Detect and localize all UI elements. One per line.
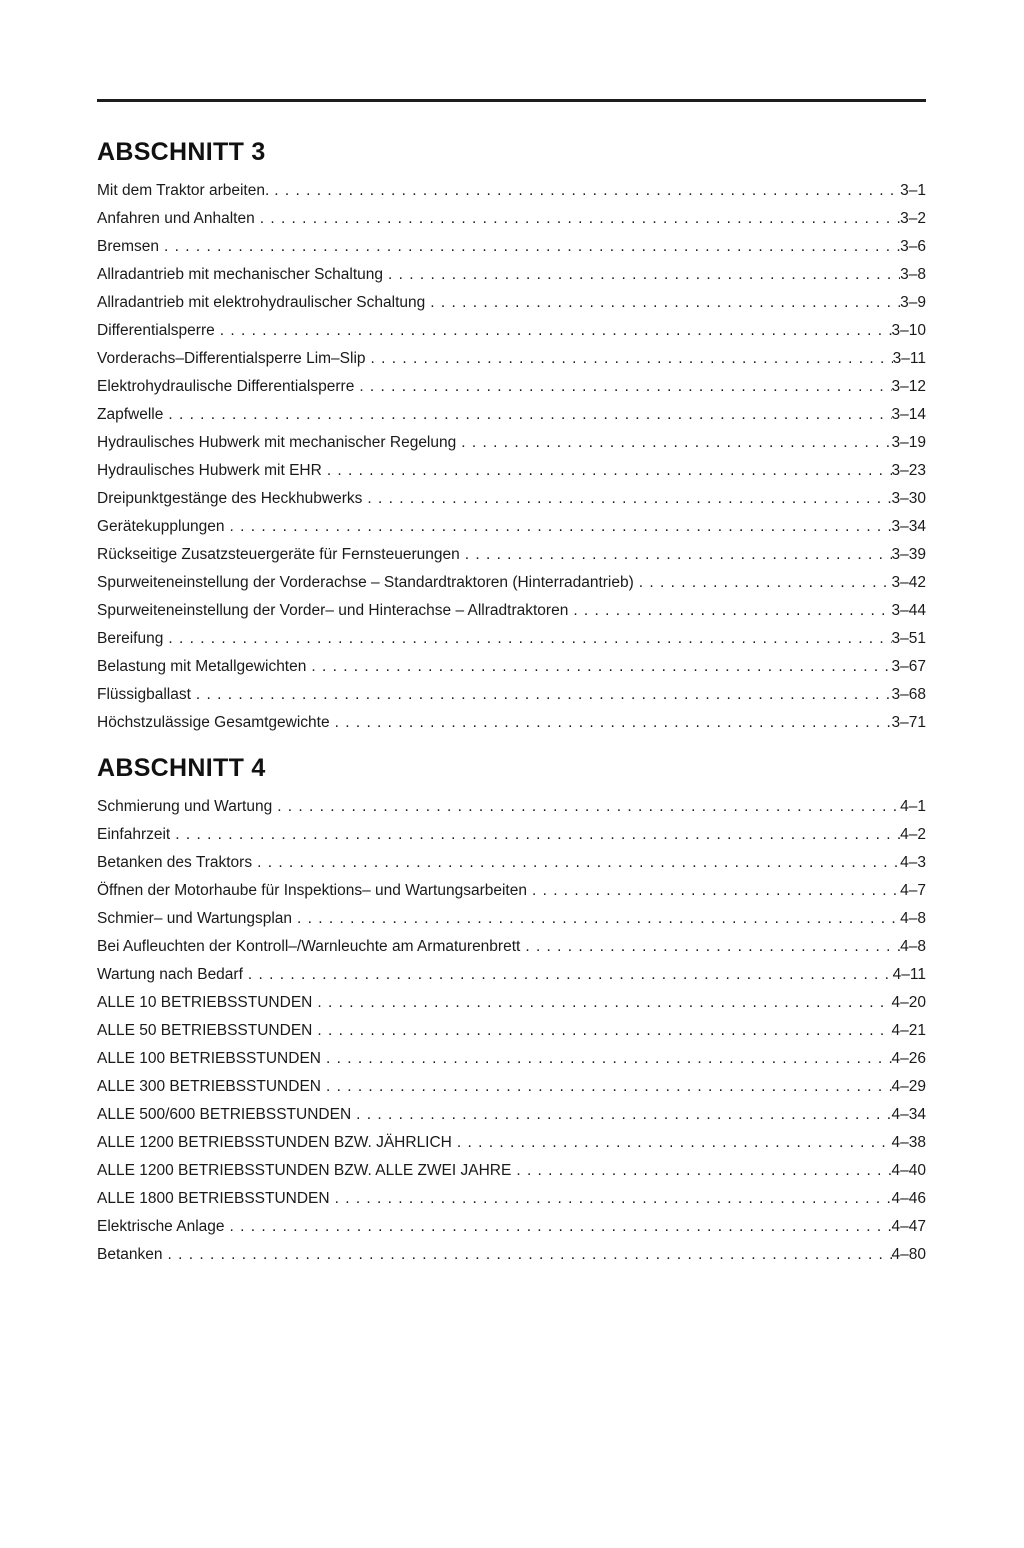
dot-leader	[312, 989, 891, 1017]
dot-leader	[330, 709, 892, 737]
toc-entry-page-number: 3–44	[891, 602, 926, 619]
dot-leader	[568, 597, 891, 625]
toc-entry-row	[97, 261, 926, 289]
toc-entry-page-number: 4–80	[891, 1246, 926, 1263]
toc-sections	[97, 137, 926, 1269]
toc-entry-page-number: 4–11	[892, 966, 926, 983]
dot-leader	[163, 1241, 892, 1269]
toc-entry-row	[97, 681, 926, 709]
section-entries	[97, 793, 926, 1269]
toc-entry-row	[97, 289, 926, 317]
toc-entry-page-number: 3–1	[900, 182, 926, 199]
toc-entry-row	[97, 989, 926, 1017]
toc-entry-row	[97, 317, 926, 345]
toc-entry-title: Bereifung	[97, 630, 164, 647]
dot-leader	[354, 373, 891, 401]
toc-entry-title: Spurweiteneinstellung der Vorderachse – Standardtraktoren (Hinterradantrieb)	[97, 574, 634, 591]
dot-leader	[456, 429, 891, 457]
toc-entry-page-number: 4–3	[900, 854, 926, 871]
toc-entry-title: Betanken des Traktors	[97, 854, 253, 871]
toc-entry-row	[97, 877, 926, 905]
toc-entry-title: Flüssigballast	[97, 686, 191, 703]
toc-entry-title: ALLE 300 BETRIEBSSTUNDEN	[97, 1078, 321, 1095]
toc-entry-title: Allradantrieb mit mechanischer Schaltung	[97, 266, 384, 283]
toc-entry-page-number: 3–42	[891, 574, 926, 591]
toc-entry-row	[97, 1017, 926, 1045]
toc-entry-title: ALLE 1800 BETRIEBSSTUNDEN	[97, 1190, 330, 1207]
dot-leader	[255, 205, 900, 233]
toc-entry-title: Anfahren und Anhalten	[97, 210, 255, 227]
toc-entry-page-number: 4–20	[891, 994, 926, 1011]
toc-entry-title: ALLE 500/600 BETRIEBSSTUNDEN	[97, 1106, 352, 1123]
toc-entry-title: Elektrische Anlage	[97, 1218, 225, 1235]
dot-leader	[321, 1073, 892, 1101]
toc-entry-title: Schmier– und Wartungsplan	[97, 910, 292, 927]
toc-entry-page-number: 4–34	[891, 1106, 926, 1123]
toc-entry-row	[97, 457, 926, 485]
toc-entry-title: Spurweiteneinstellung der Vorder– und Hinterachse – Allradtraktoren	[97, 602, 569, 619]
toc-entry-title: Öffnen der Motorhaube für Inspektions– und Wartungsarbeiten	[97, 882, 527, 899]
toc-entry-row	[97, 653, 926, 681]
toc-entry-page-number: 3–23	[891, 462, 926, 479]
toc-entry-title: Gerätekupplungen	[97, 518, 225, 535]
toc-entry-page-number: 4–40	[891, 1162, 926, 1179]
toc-entry-page-number: 3–8	[900, 266, 926, 283]
dot-leader	[163, 625, 891, 653]
toc-entry-page-number: 3–67	[891, 658, 926, 675]
toc-entry-title: Bremsen	[97, 238, 160, 255]
toc-entry-page-number: 4–8	[900, 938, 926, 955]
toc-entry-row	[97, 1241, 926, 1269]
toc-entry-row	[97, 373, 926, 401]
toc-entry-row	[97, 345, 926, 373]
toc-entry-row	[97, 429, 926, 457]
dot-leader	[215, 317, 892, 345]
section-heading: ABSCHNITT 4	[97, 754, 266, 782]
toc-entry-page-number: 3–10	[891, 322, 926, 339]
toc-entry-row	[97, 821, 926, 849]
toc-entry-row	[97, 793, 926, 821]
toc-entry-row	[97, 205, 926, 233]
dot-leader	[306, 653, 891, 681]
toc-entry-page-number: 3–11	[892, 350, 926, 367]
toc-entry-row	[97, 177, 926, 205]
dot-leader	[511, 1157, 891, 1185]
toc-entry-page-number: 3–12	[891, 378, 926, 395]
toc-entry-row	[97, 1185, 926, 1213]
dot-leader	[225, 1213, 892, 1241]
toc-entry-page-number: 4–47	[891, 1218, 926, 1235]
section-entries	[97, 177, 926, 737]
toc-entry-page-number: 4–7	[900, 882, 926, 899]
dot-leader	[225, 513, 892, 541]
toc-entry-page-number: 3–71	[891, 714, 926, 731]
dot-leader	[351, 1101, 891, 1129]
dot-leader	[170, 821, 900, 849]
toc-entry-row	[97, 933, 926, 961]
dot-leader	[159, 233, 900, 261]
dot-leader	[269, 177, 900, 205]
toc-section	[97, 753, 926, 1269]
toc-entry-row	[97, 485, 926, 513]
toc-entry-title: Schmierung und Wartung	[97, 798, 273, 815]
dot-leader	[634, 569, 892, 597]
toc-entry-page-number: 4–38	[891, 1134, 926, 1151]
toc-entry-page-number: 3–30	[891, 490, 926, 507]
dot-leader	[460, 541, 892, 569]
toc-entry-title: Zapfwelle	[97, 406, 164, 423]
dot-leader	[520, 933, 900, 961]
dot-leader	[243, 961, 893, 989]
toc-entry-row	[97, 513, 926, 541]
toc-entry-title: Vorderachs–Differentialsperre Lim–Slip	[97, 350, 366, 367]
toc-entry-row	[97, 1045, 926, 1073]
toc-entry-title: Hydraulisches Hubwerk mit EHR	[97, 462, 322, 479]
toc-entry-page-number: 3–34	[891, 518, 926, 535]
toc-entry-page-number: 4–1	[900, 798, 926, 815]
toc-entry-title: ALLE 100 BETRIEBSSTUNDEN	[97, 1050, 321, 1067]
toc-entry-title: ALLE 1200 BETRIEBSSTUNDEN BZW. ALLE ZWEI JAHRE	[97, 1162, 512, 1179]
toc-entry-page-number: 3–51	[891, 630, 926, 647]
toc-entry-page-number: 3–6	[900, 238, 926, 255]
toc-entry-row	[97, 1213, 926, 1241]
toc-entry-row	[97, 849, 926, 877]
dot-leader	[383, 261, 900, 289]
toc-entry-page-number: 4–29	[891, 1078, 926, 1095]
toc-entry-title: Dreipunktgestänge des Heckhubwerks	[97, 490, 363, 507]
toc-entry-row	[97, 569, 926, 597]
header-rule	[97, 99, 926, 102]
dot-leader	[330, 1185, 892, 1213]
dot-leader	[425, 289, 900, 317]
toc-entry-page-number: 3–14	[891, 406, 926, 423]
toc-entry-row	[97, 401, 926, 429]
toc-entry-title: ALLE 1200 BETRIEBSSTUNDEN BZW. JÄHRLICH	[97, 1134, 452, 1151]
toc-entry-row	[97, 1129, 926, 1157]
toc-entry-title: ALLE 50 BETRIEBSSTUNDEN	[97, 1022, 313, 1039]
toc-entry-title: Allradantrieb mit elektrohydraulischer Schaltung	[97, 294, 426, 311]
dot-leader	[191, 681, 892, 709]
toc-entry-row	[97, 233, 926, 261]
toc-entry-title: Hydraulisches Hubwerk mit mechanischer Regelung	[97, 434, 457, 451]
dot-leader	[527, 877, 900, 905]
dot-leader	[252, 849, 900, 877]
toc-entry-row	[97, 709, 926, 737]
manual-toc-page	[0, 99, 1024, 1548]
toc-entry-page-number: 3–9	[900, 294, 926, 311]
toc-entry-row	[97, 1101, 926, 1129]
toc-entry-title: Betanken	[97, 1246, 163, 1263]
toc-entry-title: Wartung nach Bedarf	[97, 966, 243, 983]
toc-entry-row	[97, 961, 926, 989]
toc-entry-page-number: 4–26	[891, 1050, 926, 1067]
toc-entry-page-number: 4–8	[900, 910, 926, 927]
toc-entry-page-number: 3–19	[891, 434, 926, 451]
toc-entry-title: ALLE 10 BETRIEBSSTUNDEN	[97, 994, 313, 1011]
dot-leader	[312, 1017, 891, 1045]
toc-entry-row	[97, 597, 926, 625]
toc-entry-page-number: 3–2	[900, 210, 926, 227]
toc-entry-row	[97, 541, 926, 569]
toc-entry-page-number: 4–2	[900, 826, 926, 843]
toc-entry-title: Einfahrzeit	[97, 826, 171, 843]
toc-entry-title: Belastung mit Metallgewichten	[97, 658, 307, 675]
toc-entry-row	[97, 1073, 926, 1101]
dot-leader	[321, 1045, 892, 1073]
toc-entry-title: Höchstzulässige Gesamtgewichte	[97, 714, 330, 731]
toc-entry-title: Differentialsperre	[97, 322, 215, 339]
dot-leader	[366, 345, 893, 373]
dot-leader	[322, 457, 892, 485]
toc-entry-title: Bei Aufleuchten der Kontroll–/Warnleuchte am Armaturenbrett	[97, 938, 521, 955]
toc-entry-page-number: 3–39	[891, 546, 926, 563]
dot-leader	[362, 485, 891, 513]
toc-section	[97, 137, 926, 737]
toc-entry-title: Elektrohydraulische Differentialsperre	[97, 378, 355, 395]
section-heading: ABSCHNITT 3	[97, 138, 266, 166]
toc-entry-page-number: 3–68	[891, 686, 926, 703]
toc-entry-page-number: 4–21	[891, 1022, 926, 1039]
toc-entry-row	[97, 905, 926, 933]
toc-entry-page-number: 4–46	[891, 1190, 926, 1207]
dot-leader	[452, 1129, 892, 1157]
dot-leader	[272, 793, 900, 821]
toc-entry-row	[97, 1157, 926, 1185]
dot-leader	[292, 905, 900, 933]
dot-leader	[163, 401, 891, 429]
toc-entry-title: Mit dem Traktor arbeiten.	[97, 182, 270, 199]
toc-entry-title: Rückseitige Zusatzsteuergeräte für Fernsteuerungen	[97, 546, 460, 563]
toc-entry-row	[97, 625, 926, 653]
